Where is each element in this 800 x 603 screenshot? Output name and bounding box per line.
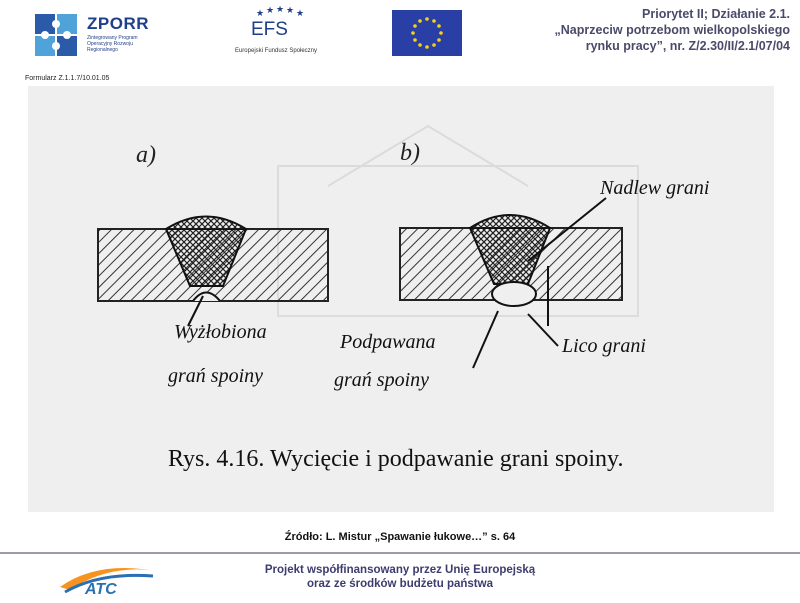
figure-caption: Rys. 4.16. Wycięcie i podpawanie grani spoiny. bbox=[168, 446, 624, 472]
atc-swoosh-icon bbox=[55, 562, 157, 598]
atc-logo bbox=[55, 562, 157, 598]
svg-text:★: ★ bbox=[256, 9, 265, 19]
zporr-subtitle: Zintegrowany Program Operacyjny Rozwoju Regionalnego bbox=[87, 35, 138, 53]
label-lico: Lico grani bbox=[562, 335, 646, 357]
footer-divider bbox=[0, 552, 800, 554]
svg-text:★: ★ bbox=[266, 6, 275, 16]
label-nadlew: Nadlew grani bbox=[600, 177, 710, 199]
weld-figure bbox=[28, 86, 774, 512]
svg-text:★: ★ bbox=[286, 6, 295, 16]
label-wyzlobiona-1: Wyżłobiona bbox=[174, 321, 267, 343]
svg-text:★: ★ bbox=[276, 6, 285, 15]
svg-text:★: ★ bbox=[296, 9, 305, 19]
label-podpawana-1: Podpawana bbox=[340, 331, 436, 353]
footer-text bbox=[226, 563, 574, 591]
form-number: Formularz Z.1.1.7/10.01.05 bbox=[25, 75, 110, 82]
zporr-logo bbox=[33, 12, 161, 60]
efs-logo bbox=[226, 6, 326, 60]
priority-line-1: Priorytet II; Działanie 2.1. bbox=[642, 7, 790, 21]
source-text: Źródło: L. Mistur „Spawanie łukowe…” s. 64 bbox=[284, 531, 516, 543]
header bbox=[0, 0, 800, 68]
footer-line-1: Projekt współfinansowany przez Unię Europejską bbox=[264, 564, 536, 576]
efs-subtitle: Europejski Fundusz Społeczny bbox=[234, 48, 318, 54]
zporr-title: ZPORR bbox=[87, 14, 149, 33]
eu-stars-icon bbox=[392, 10, 462, 56]
label-a: a) bbox=[136, 142, 156, 168]
eu-flag bbox=[392, 10, 462, 56]
label-podpawana-2: grań spoiny bbox=[334, 369, 429, 391]
label-b: b) bbox=[400, 140, 420, 166]
label-wyzlobiona-2: grań spoiny bbox=[168, 365, 263, 387]
footer-line-2: oraz ze środków budżetu państwa bbox=[307, 578, 493, 590]
zporr-puzzle-icon bbox=[33, 12, 83, 60]
figure-image bbox=[28, 86, 774, 512]
efs-title: EFS bbox=[251, 19, 288, 40]
atc-text: ATC bbox=[85, 581, 117, 598]
priority-text bbox=[490, 6, 790, 54]
priority-line-2: „Naprzeciw potrzebom wielkopolskiego bbox=[554, 23, 790, 37]
priority-line-3: rynku pracy”, nr. Z/2.30/II/2.1/07/04 bbox=[585, 39, 790, 53]
